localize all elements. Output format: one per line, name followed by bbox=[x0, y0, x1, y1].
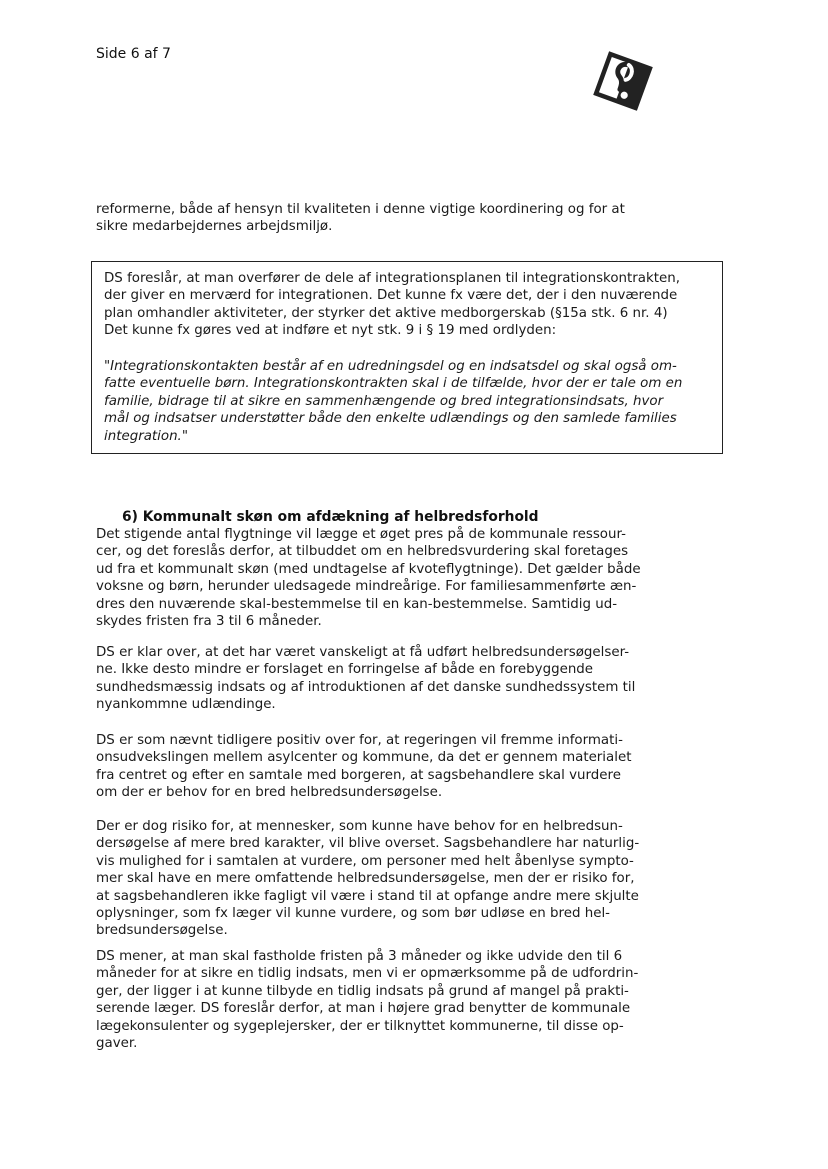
text-line: cer, og det foreslås derfor, at tilbuddet om en helbredsvurdering skal foretages bbox=[96, 544, 629, 560]
quote-line: familie, bidrage til at sikre en sammenhængende og bred integrationsindsats, hvor bbox=[104, 393, 664, 409]
text-line: måneder for at sikre en tidlig indsats, men vi er opmærksomme på de udfordrin- bbox=[96, 966, 639, 982]
text-line: voksne og børn, herunder uledsagede mindreårige. For familiesammenførte æn- bbox=[96, 579, 637, 595]
text-line: der giver en merværd for integrationen. Det kunne fx være det, der i den nuværende bbox=[104, 288, 678, 304]
text-line: plan omhandler aktiviteter, der styrker det aktive medborgerskab (§15a stk. 6 nr. 4) bbox=[104, 305, 668, 321]
body-paragraph bbox=[96, 732, 631, 802]
proposal-box bbox=[91, 261, 723, 454]
text-line: ud fra et kommunalt skøn (med undtagelse af kvoteflygtninge). Det gælder både bbox=[96, 561, 641, 577]
text-line: DS er som nævnt tidligere positiv over for, at regeringen vil fremme informati- bbox=[96, 733, 623, 748]
quote-line: "Integrationskontakten består af en udredningsdel og en indsatsdel og skal også om- bbox=[104, 359, 677, 374]
text-line: lægekonsulenter og sygeplejersker, der er tilknyttet kommunerne, til disse op- bbox=[96, 1018, 624, 1034]
text-line: oplysninger, som fx læger vil kunne vurdere, og som bør udløse en bred hel- bbox=[96, 906, 611, 922]
body-paragraph bbox=[96, 644, 635, 714]
text-line: dersøgelse af mere bred karakter, vil blive overset. Sagsbehandlere har naturlig- bbox=[96, 836, 640, 852]
text-line: DS mener, at man skal fastholde fristen på 3 måneder og ikke udvide den til 6 bbox=[96, 949, 623, 964]
text-line: onsudvekslingen mellem asylcenter og kommune, da det er gennem materialet bbox=[96, 750, 632, 766]
text-line: at sagsbehandleren ikke fagligt vil være i stand til at opfange andre mere skjulte bbox=[96, 888, 639, 904]
text-line: Der er dog risiko for, at mennesker, som kunne have behov for en helbredsun- bbox=[96, 819, 623, 834]
text-line: om der er behov for en bred helbredsundersøgelse. bbox=[96, 785, 443, 801]
text-line: Det stigende antal flygtninge vil lægge et øget pres på de kommunale ressour- bbox=[96, 527, 626, 542]
text-line: ger, der ligger i at kunne tilbyde en tidlig indsats på grund af mangel på prakti- bbox=[96, 983, 629, 999]
text-line: DS er klar over, at det har været vanskeligt at få udført helbredsundersøgelser- bbox=[96, 645, 630, 660]
text-line: vis mulighed for i samtalen at vurdere, om personer med helt åbenlyse sympto- bbox=[96, 853, 634, 869]
text-line: gaver. bbox=[96, 1036, 138, 1052]
ds-logo-icon bbox=[592, 50, 654, 112]
quote-line: integration." bbox=[104, 428, 188, 444]
proposal-text bbox=[104, 270, 680, 340]
body-paragraph bbox=[96, 818, 639, 940]
quote-line: fatte eventuelle børn. Integrationskontrakten skal i de tilfælde, hvor der er tale om en bbox=[104, 376, 683, 392]
text-line: Det kunne fx gøres ved at indføre et nyt stk. 9 i § 19 med ordlyden: bbox=[104, 323, 557, 339]
text-line: DS foreslår, at man overfører de dele af integrationsplanen til integrationskontrakten, bbox=[104, 271, 680, 286]
page-number: Side 6 af 7 bbox=[96, 46, 171, 62]
body-paragraph bbox=[96, 526, 641, 630]
text-line: reformerne, både af hensyn til kvaliteten i denne vigtige koordinering og for at bbox=[96, 202, 625, 217]
text-line: bredsundersøgelse. bbox=[96, 923, 228, 939]
section-heading: 6) Kommunalt skøn om afdækning af helbredsforhold bbox=[122, 509, 539, 525]
text-line: serende læger. DS foreslår derfor, at man i højere grad benytter de kommunale bbox=[96, 1001, 631, 1017]
body-paragraph bbox=[96, 948, 638, 1052]
text-line: fra centret og efter en samtale med borgeren, at sagsbehandlere skal vurdere bbox=[96, 767, 621, 783]
text-line: sikre medarbejdernes arbejdsmiljø. bbox=[96, 219, 333, 235]
text-line: ne. Ikke desto mindre er forslaget en forringelse af både en forebyggende bbox=[96, 662, 594, 678]
quote-line: mål og indsatser understøtter både den enkelte udlændings og den samlede families bbox=[104, 411, 677, 427]
intro-paragraph bbox=[96, 201, 625, 236]
text-line: sundhedsmæssig indsats og af introduktionen af det danske sundhedssystem til bbox=[96, 679, 636, 695]
text-line: nyankommne udlændinge. bbox=[96, 697, 276, 713]
proposal-quote bbox=[104, 358, 682, 445]
text-line: dres den nuværende skal-bestemmelse til en kan-bestemmelse. Samtidig ud- bbox=[96, 596, 618, 612]
text-line: mer skal have en mere omfattende helbredsundersøgelse, men der er risiko for, bbox=[96, 871, 635, 887]
text-line: skydes fristen fra 3 til 6 måneder. bbox=[96, 614, 322, 630]
